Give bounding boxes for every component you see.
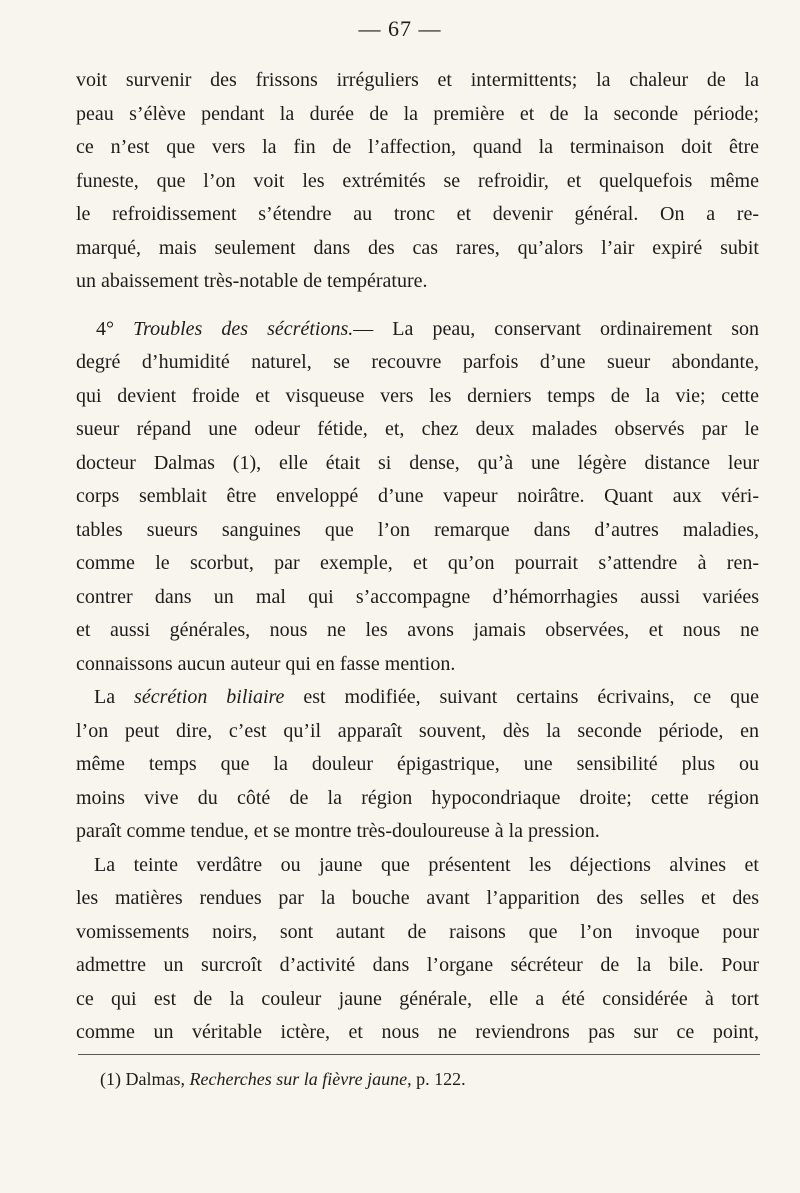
text-line: corps semblait être enveloppé d’une vapeur noirâtre. Quant aux véri- <box>76 485 759 507</box>
text-line: voit survenir des frissons irréguliers et intermittents; la chaleur de la <box>76 69 759 91</box>
text-line: qui devient froide et visqueuse vers les derniers temps de la vie; cette <box>76 384 759 407</box>
text-line: moins vive du côté de la région hypocondriaque droite; cette région <box>76 786 759 809</box>
page-number: — 67 — <box>358 16 442 41</box>
text-line: connaissons aucun auteur qui en fasse mention. <box>76 652 456 675</box>
section-heading-line <box>76 313 759 347</box>
line-end: est modifiée, suivant certains écrivains, ce que <box>284 686 759 708</box>
text-line: comme le scorbut, par exemple, et qu’on pourrait s’attendre à ren- <box>76 552 759 574</box>
text-line: funeste, que l’on voit les extrémités se refroidir, et quelquefois même <box>76 169 759 192</box>
text-line: le refroidissement s’étendre au tronc et devenir général. On a re- <box>76 203 759 225</box>
line-start: La <box>94 686 135 708</box>
paragraph-4 <box>76 849 759 1050</box>
text-line: peau s’élève pendant la durée de la première et de la seconde période; <box>76 102 759 125</box>
text-line: La teinte verdâtre ou jaune que présentent les déjections alvines et <box>94 853 759 876</box>
text-line: les matières rendues par la bouche avant l’apparition des selles et des <box>76 887 759 909</box>
body-text <box>76 64 759 1050</box>
text-line: admettre un surcroît d’activité dans l’organe sécréteur de la bile. Pour <box>76 954 759 976</box>
text-line: vomissements noirs, sont autant de raisons que l’on invoque pour <box>76 920 759 943</box>
text-line: ce qui est de la couleur jaune générale, elle a été considérée à tort <box>76 987 759 1010</box>
text-line: degré d’humidité naturel, se recouvre parfois d’une sueur abondante, <box>76 351 759 373</box>
text-line: contrer dans un mal qui s’accompagne d’hémorrhagies aussi variées <box>76 585 759 608</box>
heading-continuation: — La peau, conservant ordinairement son <box>353 317 759 340</box>
footnote-ref: (1) Dalmas, <box>100 1069 190 1089</box>
footnote-divider <box>78 1054 760 1055</box>
text-line: comme un véritable ictère, et nous ne reviendrons pas sur ce point, <box>76 1021 759 1043</box>
heading-number: 4° <box>96 317 134 340</box>
section-heading: Troubles des sécrétions. <box>133 317 354 340</box>
paragraph-3 <box>76 681 759 849</box>
paragraph-1 <box>76 64 759 299</box>
text-line: sueur répand une odeur fétide, et, chez deux malades observés par le <box>76 418 759 440</box>
footnote-title: Recherches sur la fièvre jaune <box>189 1069 408 1089</box>
footnote-page: , p. 122. <box>407 1069 466 1089</box>
text-line: l’on peut dire, c’est qu’il apparaît souvent, dès la seconde période, en <box>76 719 759 742</box>
text-line: marqué, mais seulement dans des cas rares, qu’alors l’air expiré subit <box>76 236 759 259</box>
text-line: docteur Dalmas (1), elle était si dense, qu’à une légère distance leur <box>76 451 759 474</box>
text-line: ce n’est que vers la fin de l’affection, quand la terminaison doit être <box>76 136 759 158</box>
text-line: même temps que la douleur épigastrique, une sensibilité plus ou <box>76 753 759 775</box>
footnote <box>100 1069 466 1090</box>
text-line: paraît comme tendue, et se montre très-douloureuse à la pression. <box>76 820 600 842</box>
text-line: tables sueurs sanguines que l’on remarque dans d’autres maladies, <box>76 518 759 541</box>
italic-term: sécrétion biliaire <box>134 686 285 708</box>
paragraph-2 <box>76 313 759 682</box>
text-line: et aussi générales, nous ne les avons jamais observées, et nous ne <box>76 619 759 641</box>
text-line <box>76 681 759 715</box>
text-line: un abaissement très-notable de température. <box>76 270 428 292</box>
